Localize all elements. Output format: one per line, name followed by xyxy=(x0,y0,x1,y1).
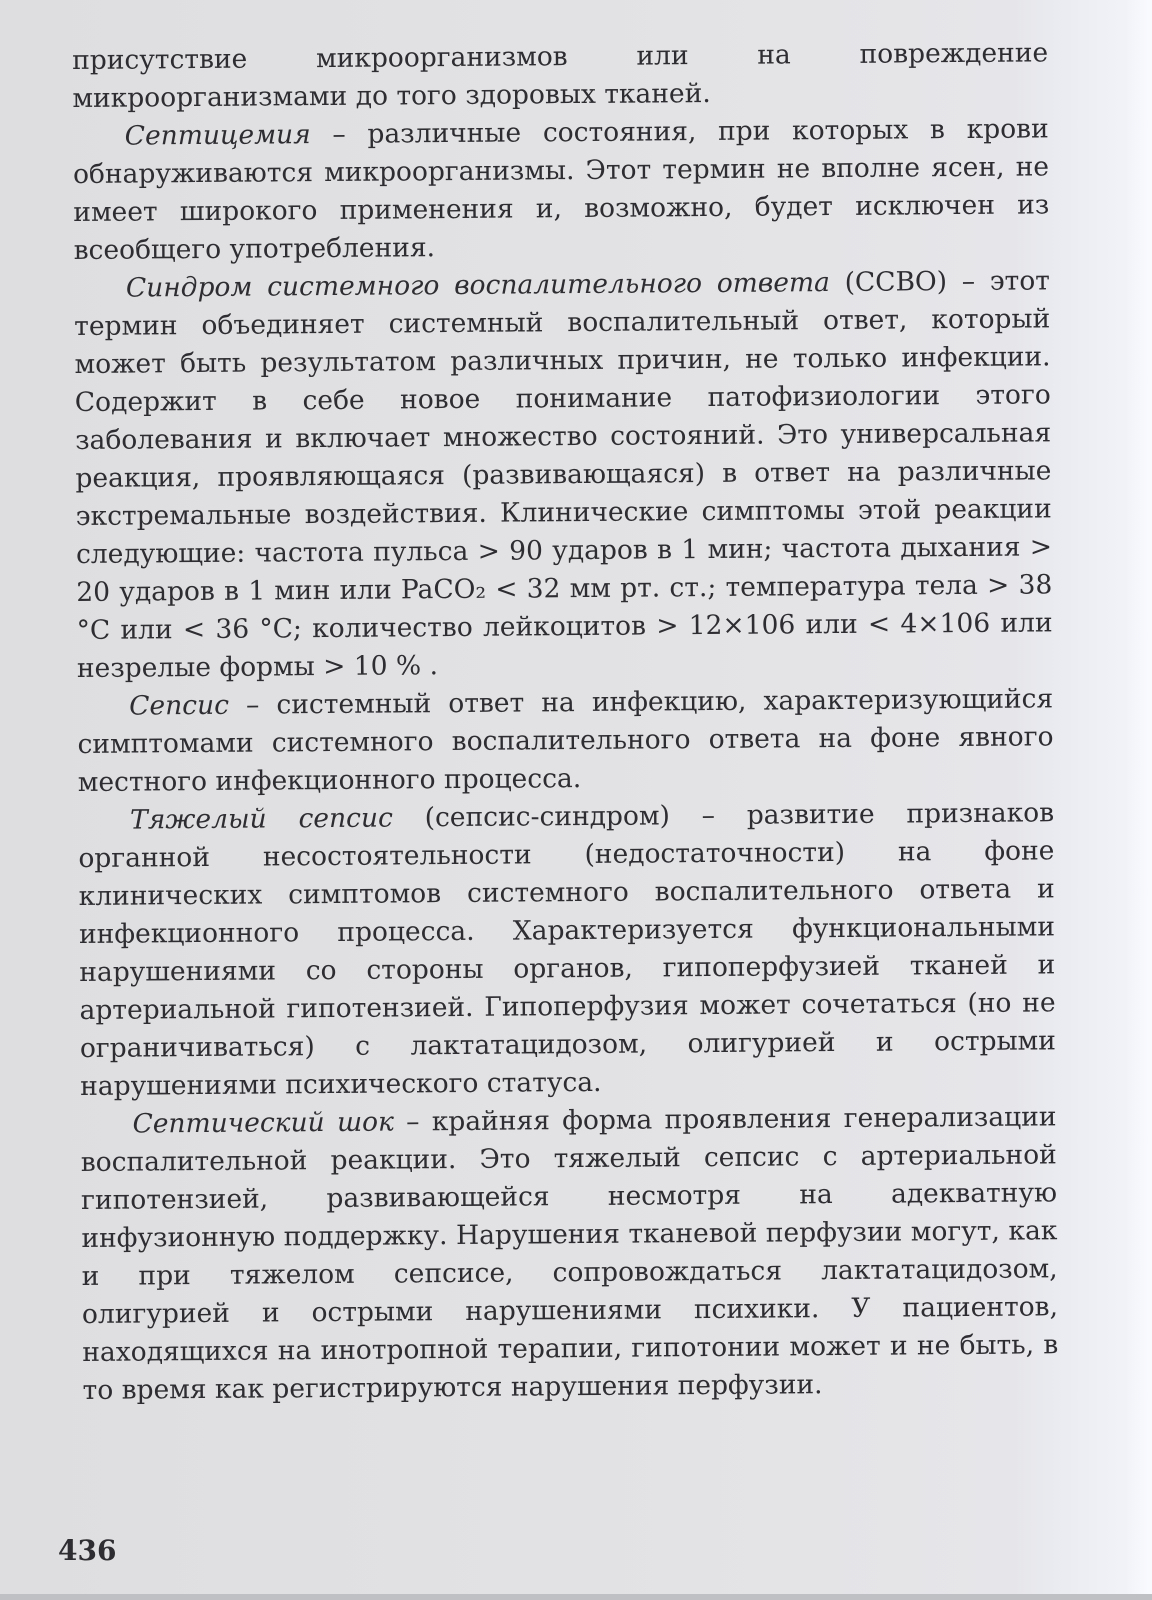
term-septic-shock: Септический шок xyxy=(132,1106,395,1140)
term-septicemia: Септицемия xyxy=(124,119,311,152)
paragraph-text: (сепсис-синдром) – развитие признаков органной несостоятельности (недостаточности) на фоне клинических симптомов системного воспалительного ответа и инфекционного процесса. Характеризуется функциональными нарушениями со стороны органов, гипоперфузией тканей и артериальной гипотензией. Гипоперфузия может сочетаться (но не ограничиваться) с лактатацидозом, олигурией и острыми нарушениями психического статуса. xyxy=(78,797,1056,1102)
paragraph-text: – крайняя форма проявления генерализации воспалительной реакции. Это тяжелый сепсис с артериальной гипотензией, развивающейся несмотря на адекватную инфузионную поддержку. Нарушения тканевой перфузии могут, как и при тяжелом сепсисе, сопровождаться лактатацидозом, олигурией и острыми нарушениями психики. У пациентов, находящихся на инотропной терапии, гипотонии может и не быть, в то время как регистрируются нарушения перфузии. xyxy=(80,1101,1059,1406)
page-number: 436 xyxy=(58,1534,117,1567)
paragraph-septicemia xyxy=(73,110,1050,270)
page-bottom-edge xyxy=(0,1594,1152,1600)
paragraph-continuation xyxy=(72,34,1049,118)
term-sepsis: Сепсис xyxy=(129,689,230,722)
term-sirs: Синдром системного воспалительного ответа xyxy=(125,267,831,304)
paragraph-text: – различные состояния, при которых в крови обнаруживаются микроорганизмы. Этот термин не вполне ясен, не имеет широкого применения и, возможно, будет исключен из всеобщего употребления. xyxy=(72,113,1050,266)
paragraph-text: присутствие микроорганизмов или на повреждение микроорганизмами до того здоровых тканей. xyxy=(72,37,1049,114)
term-severe-sepsis: Тяжелый сепсис xyxy=(129,802,393,836)
paragraph-severe-sepsis xyxy=(78,794,1056,1106)
paragraph-sepsis xyxy=(77,680,1054,802)
paragraph-text: (ССВО) – этот термин объединяет системный воспалительный ответ, который может быть результатом различных причин, не только инфекции. Содержит в себе новое понимание патофизиологии этого заболевания и включает множество состояний. Это универсальная реакция, проявляющаяся (развивающаяся) в ответ на различные экстремальные воздействия. Клинические симптомы этой реакции следующие: частота пульса > 90 ударов в 1 мин; частота дыхания > 20 ударов в 1 мин или PaCO₂ < 32 мм рт. ст.; температура тела > 38 °С или < 36 °С; количество лейкоцитов > 12×106 или < 4×106 или незрелые формы > 10 % . xyxy=(74,265,1053,684)
page-gutter-shadow xyxy=(1126,0,1152,1600)
paragraph-text: – системный ответ на инфекцию, характеризующийся симптомами системного воспалительного ответа на фоне явного местного инфекционного процесса. xyxy=(77,683,1054,798)
paragraph-sirs xyxy=(74,262,1053,688)
body-text xyxy=(72,34,1059,1410)
paragraph-septic-shock xyxy=(80,1098,1058,1410)
